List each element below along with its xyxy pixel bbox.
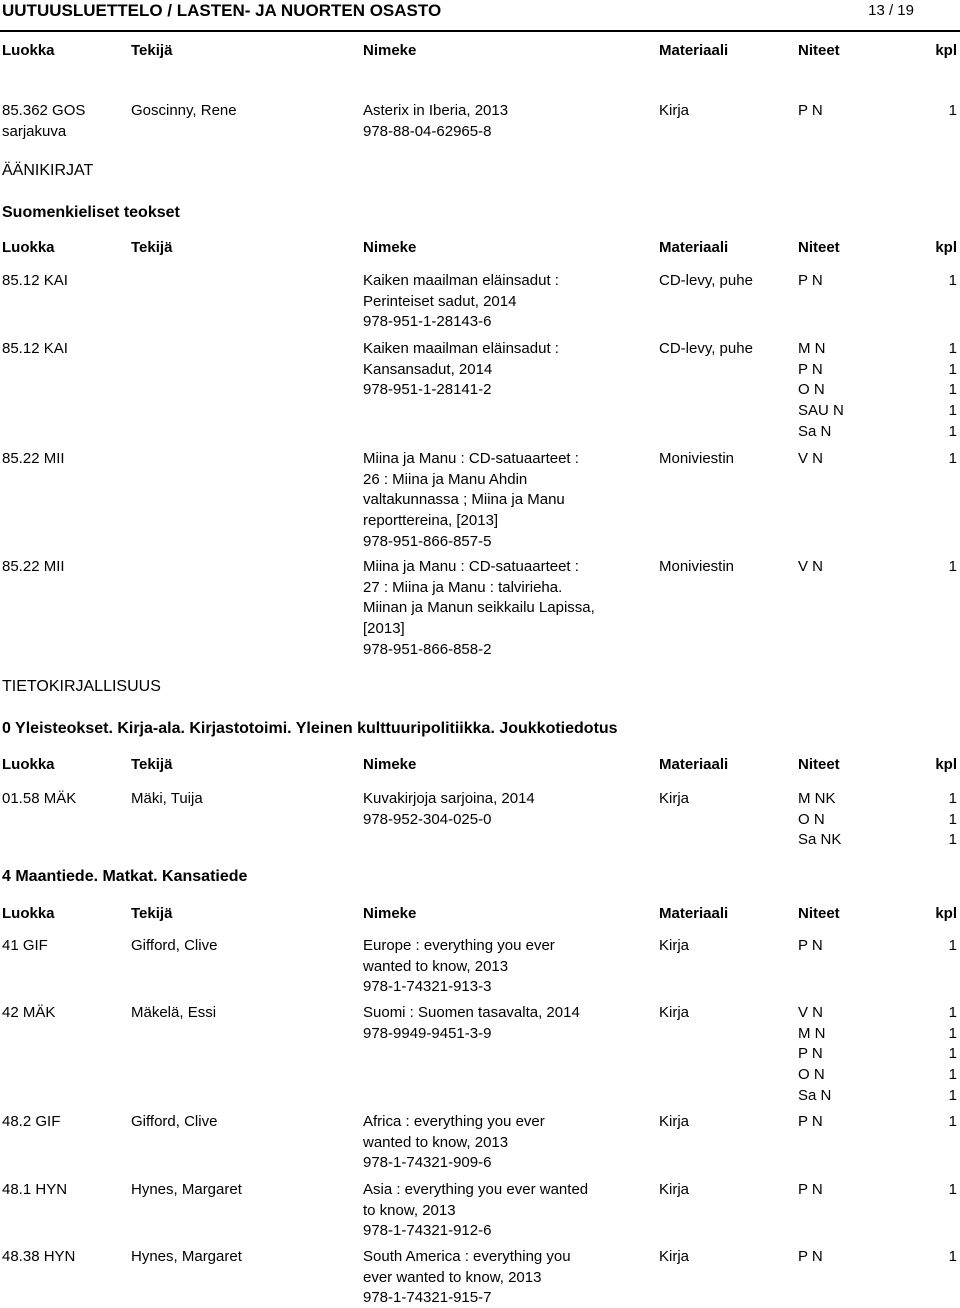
kpl-cell: 1: [948, 1181, 957, 1198]
isbn-cell: 978-951-866-858-2: [363, 640, 492, 658]
luokka-cell: 42 MÄK: [2, 1004, 56, 1021]
isbn-cell: 978-951-1-28143-6: [363, 313, 492, 331]
materiaali-cell: Kirja: [659, 790, 690, 807]
column-header-tekija: Tekijä: [131, 42, 173, 59]
subsection-heading-maantiede: 4 Maantiede. Matkat. Kansatiede: [2, 868, 248, 885]
niteet-cell: V N: [798, 1004, 824, 1021]
nimeke-cell: Asia : everything you ever wanted: [363, 1181, 589, 1198]
subsection-heading-suomenkieliset: Suomenkieliset teokset: [2, 204, 180, 221]
subsection-heading-yleisteokset: 0 Yleisteokset. Kirja-ala. Kirjastotoimi. Yleinen kulttuuripolitiikka. Joukkotiedotus: [2, 720, 618, 737]
isbn-cell: 978-1-74321-913-3: [363, 978, 492, 996]
column-header-kpl: kpl: [935, 905, 957, 922]
kpl-cell: 1: [948, 1045, 957, 1063]
header-divider: [0, 30, 960, 32]
nimeke-cell: Perinteiset sadut, 2014: [363, 292, 517, 310]
nimeke-cell: Kaiken maailman eläinsadut :: [363, 340, 559, 357]
luokka-cell: 85.12 KAI: [2, 272, 68, 289]
column-header-nimeke: Nimeke: [363, 905, 417, 922]
niteet-cell: O N: [798, 810, 825, 828]
kpl-cell: 1: [948, 1113, 957, 1130]
materiaali-cell: Kirja: [659, 1248, 690, 1265]
materiaali-cell: CD-levy, puhe: [659, 340, 753, 357]
kpl-cell: 1: [948, 810, 957, 828]
column-header-materiaali: Materiaali: [659, 756, 729, 773]
isbn-cell: 978-1-74321-915-7: [363, 1289, 492, 1307]
niteet-cell: V N: [798, 450, 824, 467]
materiaali-cell: Kirja: [659, 937, 690, 954]
kpl-cell: 1: [948, 102, 957, 119]
isbn-cell: 978-88-04-62965-8: [363, 122, 492, 140]
nimeke-cell: 26 : Miina ja Manu Ahdin: [363, 470, 528, 488]
nimeke-cell: ever wanted to know, 2013: [363, 1268, 542, 1286]
materiaali-cell: Kirja: [659, 102, 690, 119]
column-header-niteet: Niteet: [798, 42, 840, 59]
niteet-cell: P N: [798, 102, 823, 119]
tekija-cell: Gifford, Clive: [131, 937, 218, 954]
luokka-cell: sarjakuva: [2, 122, 67, 140]
column-header-niteet: Niteet: [798, 756, 840, 773]
luokka-cell: 85.362 GOS: [2, 102, 86, 119]
niteet-cell: P N: [798, 1045, 823, 1063]
isbn-cell: 978-951-866-857-5: [363, 532, 492, 550]
niteet-cell: Sa N: [798, 1086, 832, 1104]
nimeke-cell: Kansansadut, 2014: [363, 360, 493, 378]
materiaali-cell: Kirja: [659, 1181, 690, 1198]
nimeke-cell: Suomi : Suomen tasavalta, 2014: [363, 1004, 580, 1021]
kpl-cell: 1: [948, 272, 957, 289]
kpl-cell: 1: [948, 360, 957, 378]
niteet-cell: P N: [798, 937, 823, 954]
niteet-cell: P N: [798, 1248, 823, 1265]
column-header-tekija: Tekijä: [131, 756, 173, 773]
niteet-cell: Sa N: [798, 422, 832, 440]
column-header-luokka: Luokka: [2, 239, 55, 256]
tekija-cell: Goscinny, Rene: [131, 102, 237, 119]
niteet-cell: M N: [798, 340, 826, 357]
column-header-nimeke: Nimeke: [363, 42, 417, 59]
column-header-kpl: kpl: [935, 756, 957, 773]
kpl-cell: 1: [948, 1248, 957, 1265]
kpl-cell: 1: [948, 1086, 957, 1104]
page-title: UUTUUSLUETTELO / LASTEN- JA NUORTEN OSASTO: [2, 1, 442, 20]
niteet-cell: SAU N: [798, 402, 844, 420]
kpl-cell: 1: [948, 402, 957, 420]
column-header-luokka: Luokka: [2, 905, 55, 922]
isbn-cell: 978-951-1-28141-2: [363, 381, 492, 399]
page-number: 13 / 19: [868, 2, 914, 19]
luokka-cell: 01.58 MÄK: [2, 790, 77, 807]
niteet-cell: O N: [798, 1066, 825, 1084]
column-header-nimeke: Nimeke: [363, 239, 417, 256]
tekija-cell: Mäkelä, Essi: [131, 1004, 217, 1021]
kpl-cell: 1: [948, 790, 957, 807]
nimeke-cell: valtakunnassa ; Miina ja Manu: [363, 491, 565, 509]
luokka-cell: 48.38 HYN: [2, 1248, 76, 1265]
niteet-cell: P N: [798, 360, 823, 378]
column-header-nimeke: Nimeke: [363, 756, 417, 773]
nimeke-cell: Asterix in Iberia, 2013: [363, 102, 509, 119]
nimeke-cell: Europe : everything you ever: [363, 937, 555, 954]
kpl-cell: 1: [948, 1066, 957, 1084]
tekija-cell: Gifford, Clive: [131, 1113, 218, 1130]
column-header-luokka: Luokka: [2, 756, 55, 773]
niteet-cell: P N: [798, 1113, 823, 1130]
nimeke-cell: Africa : everything you ever: [363, 1113, 545, 1130]
kpl-cell: 1: [948, 340, 957, 357]
materiaali-cell: Moniviestin: [659, 450, 735, 467]
column-header-tekija: Tekijä: [131, 239, 173, 256]
kpl-cell: 1: [948, 422, 957, 440]
column-header-tekija: Tekijä: [131, 905, 173, 922]
isbn-cell: 978-9949-9451-3-9: [363, 1024, 492, 1042]
column-header-luokka: Luokka: [2, 42, 55, 59]
niteet-cell: V N: [798, 558, 824, 575]
kpl-cell: 1: [948, 450, 957, 467]
tekija-cell: Mäki, Tuija: [131, 790, 203, 807]
kpl-cell: 1: [948, 937, 957, 954]
materiaali-cell: Kirja: [659, 1113, 690, 1130]
luokka-cell: 48.2 GIF: [2, 1113, 61, 1130]
nimeke-cell: [2013]: [363, 620, 405, 638]
nimeke-cell: Miinan ja Manun seikkailu Lapissa,: [363, 599, 595, 617]
nimeke-cell: to know, 2013: [363, 1201, 456, 1219]
kpl-cell: 1: [948, 1004, 957, 1021]
luokka-cell: 85.22 MII: [2, 450, 65, 467]
column-header-materiaali: Materiaali: [659, 239, 729, 256]
column-header-materiaali: Materiaali: [659, 42, 729, 59]
luokka-cell: 85.12 KAI: [2, 340, 68, 357]
materiaali-cell: Kirja: [659, 1004, 690, 1021]
nimeke-cell: Kuvakirjoja sarjoina, 2014: [363, 790, 535, 807]
kpl-cell: 1: [948, 1024, 957, 1042]
nimeke-cell: Miina ja Manu : CD-satuaarteet :: [363, 450, 579, 467]
nimeke-cell: Kaiken maailman eläinsadut :: [363, 272, 559, 289]
nimeke-cell: wanted to know, 2013: [363, 1133, 509, 1151]
nimeke-cell: Miina ja Manu : CD-satuaarteet :: [363, 558, 579, 575]
niteet-cell: O N: [798, 381, 825, 399]
materiaali-cell: CD-levy, puhe: [659, 272, 753, 289]
column-header-kpl: kpl: [935, 42, 957, 59]
luokka-cell: 41 GIF: [2, 937, 48, 954]
luokka-cell: 85.22 MII: [2, 558, 65, 575]
nimeke-cell: South America : everything you: [363, 1248, 571, 1265]
niteet-cell: M NK: [798, 790, 836, 807]
tekija-cell: Hynes, Margaret: [131, 1248, 242, 1265]
column-header-niteet: Niteet: [798, 905, 840, 922]
kpl-cell: 1: [948, 831, 957, 849]
niteet-cell: P N: [798, 1181, 823, 1198]
kpl-cell: 1: [948, 558, 957, 575]
nimeke-cell: reporttereina, [2013]: [363, 512, 499, 530]
tekija-cell: Hynes, Margaret: [131, 1181, 242, 1198]
column-header-niteet: Niteet: [798, 239, 840, 256]
column-header-kpl: kpl: [935, 239, 957, 256]
isbn-cell: 978-952-304-025-0: [363, 810, 492, 828]
niteet-cell: Sa NK: [798, 831, 842, 849]
isbn-cell: 978-1-74321-912-6: [363, 1222, 492, 1240]
materiaali-cell: Moniviestin: [659, 558, 735, 575]
niteet-cell: P N: [798, 272, 823, 289]
nimeke-cell: wanted to know, 2013: [363, 957, 509, 975]
section-heading-aanikirjat: ÄÄNIKIRJAT: [2, 162, 94, 179]
column-header-materiaali: Materiaali: [659, 905, 729, 922]
kpl-cell: 1: [948, 381, 957, 399]
luokka-cell: 48.1 HYN: [2, 1181, 68, 1198]
isbn-cell: 978-1-74321-909-6: [363, 1154, 492, 1172]
nimeke-cell: 27 : Miina ja Manu : talvirieha.: [363, 578, 563, 596]
niteet-cell: M N: [798, 1024, 826, 1042]
section-heading-tietokirjallisuus: TIETOKIRJALLISUUS: [2, 678, 161, 695]
